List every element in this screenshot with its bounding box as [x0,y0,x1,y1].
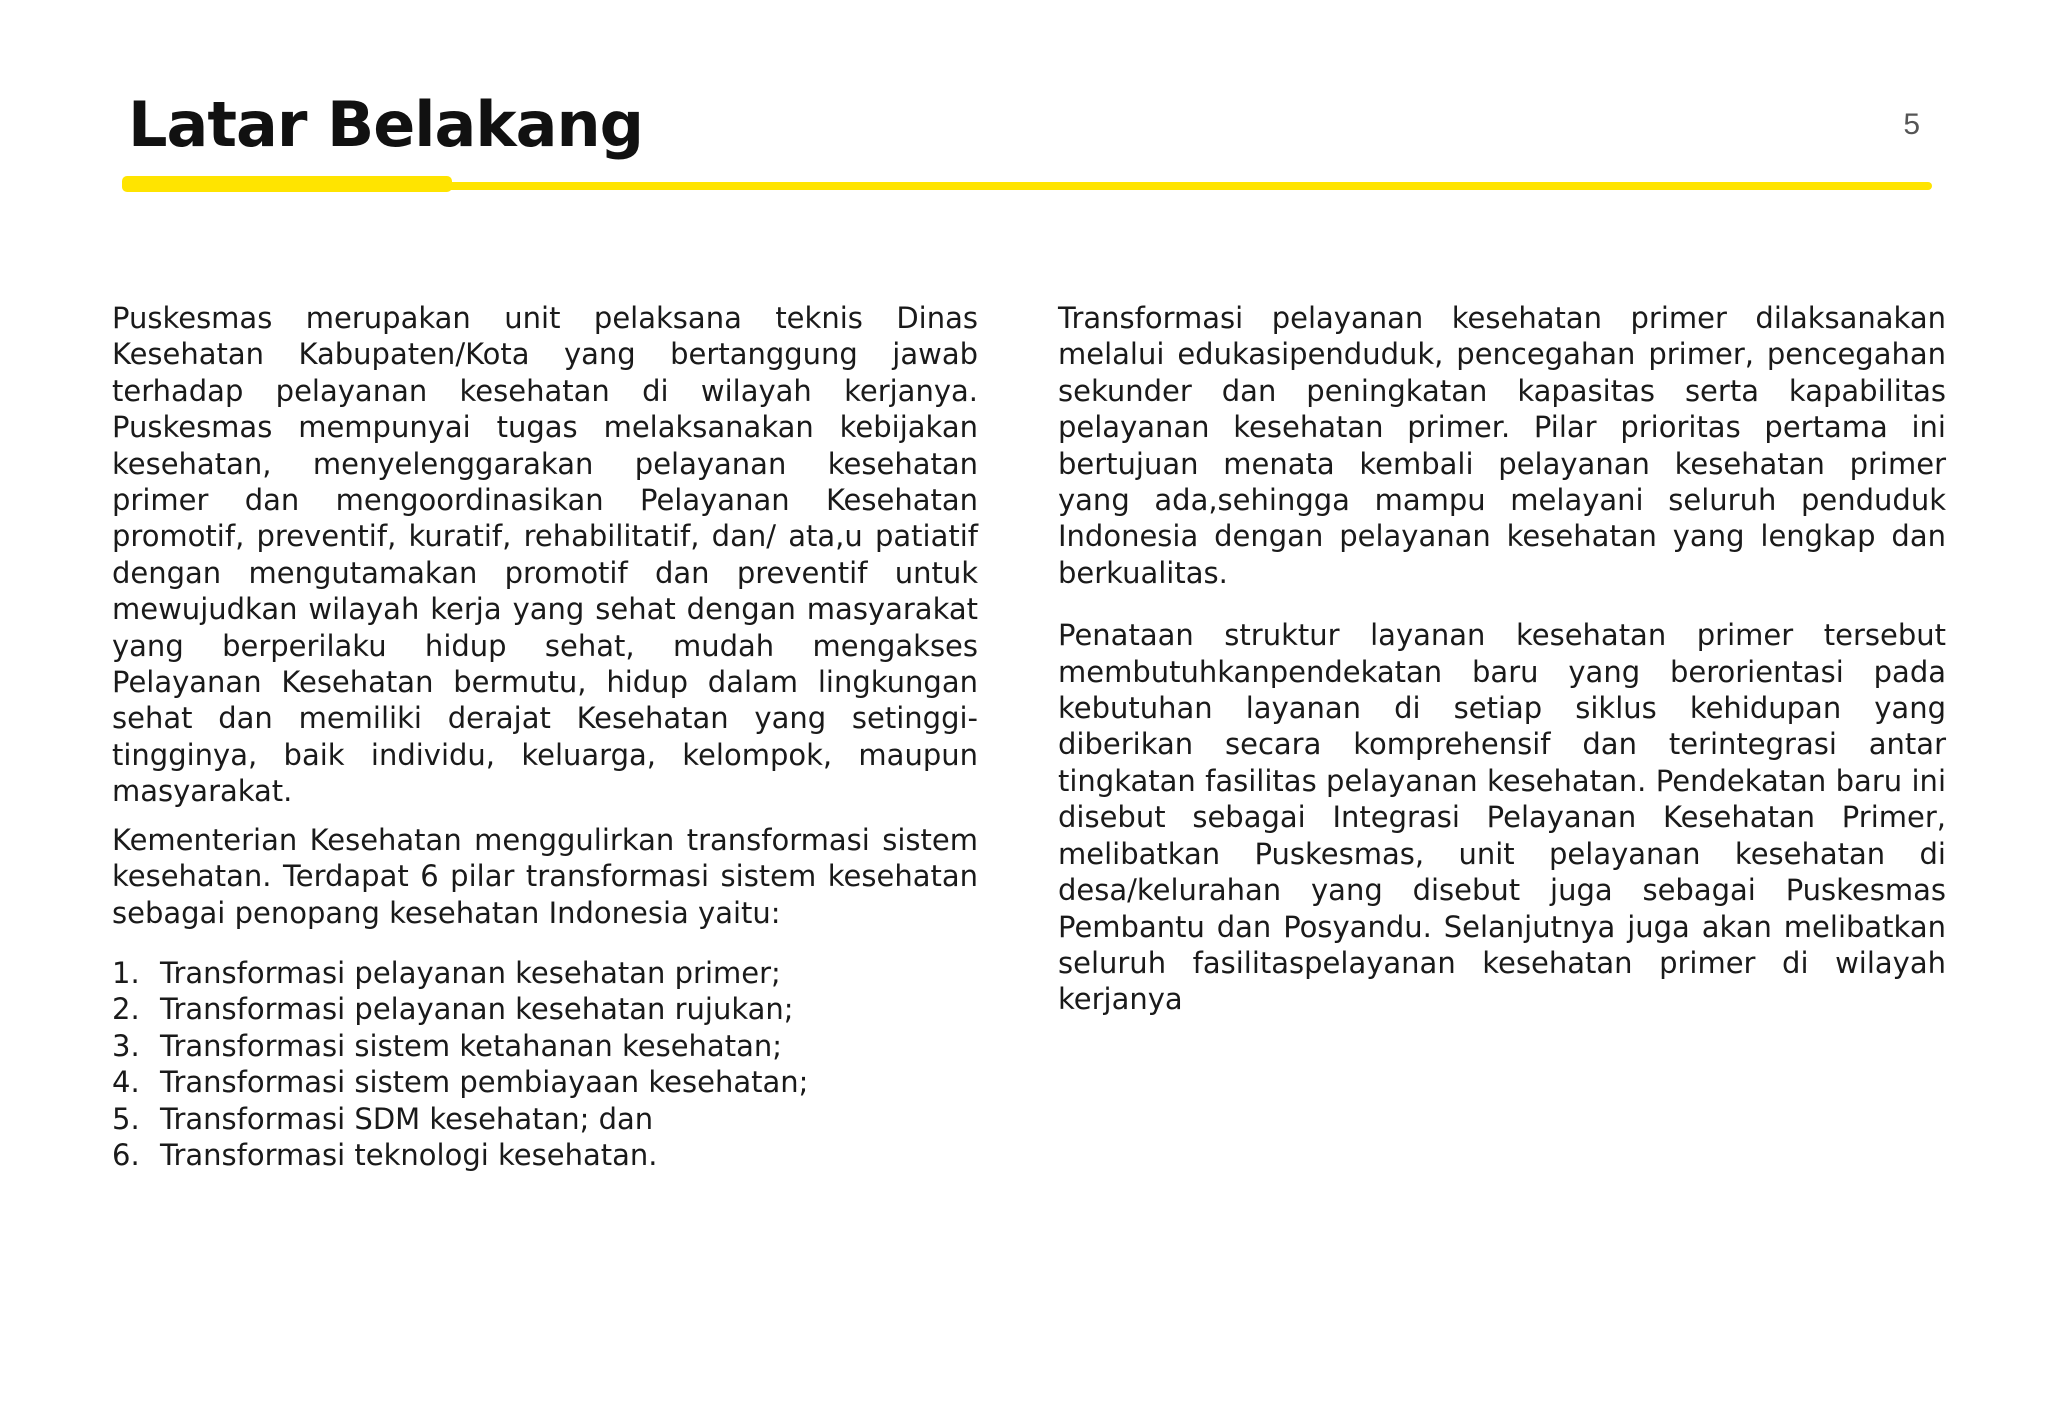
list-item [112,1137,978,1173]
right-column [1058,300,1946,1018]
list-item-number: 5. [112,1101,140,1136]
list-item-text: Transformasi teknologi kesehatan. [160,1137,658,1172]
list-item-number: 6. [112,1137,140,1172]
page-title: Latar Belakang [128,88,643,161]
paragraph-pelayanan-primer: Transformasi pelayanan kesehatan primer dilaksanakan melalui edukasipenduduk, pencegahan primer, pencegahan sekunder dan peningkatan kapasitas serta kapabilitas pelayanan kesehatan primer. Pilar prioritas pertama ini bertujuan menata kembali pelayanan kesehatan primer yang ada,sehingga mampu melayani seluruh penduduk Indonesia dengan pelayanan kesehatan yang lengkap dan berkualitas. [1058,301,1946,590]
list-item-number: 3. [112,1028,140,1063]
paragraph-transformasi-intro: Kementerian Kesehatan menggulirkan transformasi sistem kesehatan. Terdapat 6 pilar transformasi sistem kesehatan sebagai penopang kesehatan Indonesia yaitu: [112,822,978,930]
paragraph-penataan-struktur: Penataan struktur layanan kesehatan primer tersebut membutuhkanpendekatan baru yang berorientasi pada kebutuhan layanan di setiap siklus kehidupan yang diberikan secara komprehensif dan terintegrasi antar tingkatan fasilitas pelayanan kesehatan. Pendekatan baru ini disebut sebagai Integrasi Pelayanan Kesehatan Primer, melibatkan Puskesmas, unit pelayanan kesehatan di desa/kelurahan yang disebut juga sebagai Puskesmas Pembantu dan Posyandu. Selanjutnya juga akan melibatkan seluruh fasilitaspelayanan kesehatan primer di wilayah kerjanya [1058,618,1946,1017]
list-item-text: Transformasi sistem pembiayaan kesehatan; [160,1065,809,1100]
list-item-number: 1. [112,955,140,990]
list-item-text: Transformasi pelayanan kesehatan primer; [160,955,781,990]
list-item [112,991,978,1027]
list-item-text: Transformasi sistem ketahanan kesehatan; [160,1028,782,1063]
left-column [112,300,978,1173]
list-item [112,955,978,991]
list-item [112,1064,978,1100]
list-item-text: Transformasi SDM kesehatan; dan [160,1101,654,1136]
list-item-text: Transformasi pelayanan kesehatan rujukan; [160,992,794,1027]
page-number: 5 [1903,108,1920,141]
paragraph-puskesmas: Puskesmas merupakan unit pelaksana teknis Dinas Kesehatan Kabupaten/Kota yang bertanggung jawab terhadap pelayanan kesehatan di wilayah kerjanya. Puskesmas mempunyai tugas melaksanakan kebijakan kesehatan, menyelenggarakan pelayanan kesehatan primer dan mengoordinasikan Pelayanan Kesehatan promotif, preventif, kuratif, rehabilitatif, dan/ ata,u patiatif dengan mengutamakan promotif dan preventif untuk mewujudkan wilayah kerja yang sehat dengan masyarakat yang berperilaku hidup sehat, mudah mengakses Pelayanan Kesehatan bermutu, hidup dalam lingkungan sehat dan memiliki derajat Kesehatan yang setinggi-tingginya, baik individu, keluarga, kelompok, maupun masyarakat. [112,301,978,809]
list-item-number: 4. [112,1065,140,1100]
list-item [112,1028,978,1064]
list-item-number: 2. [112,992,140,1027]
title-underline-accent [122,176,452,192]
list-item [112,1101,978,1137]
pillar-list [112,955,978,1173]
